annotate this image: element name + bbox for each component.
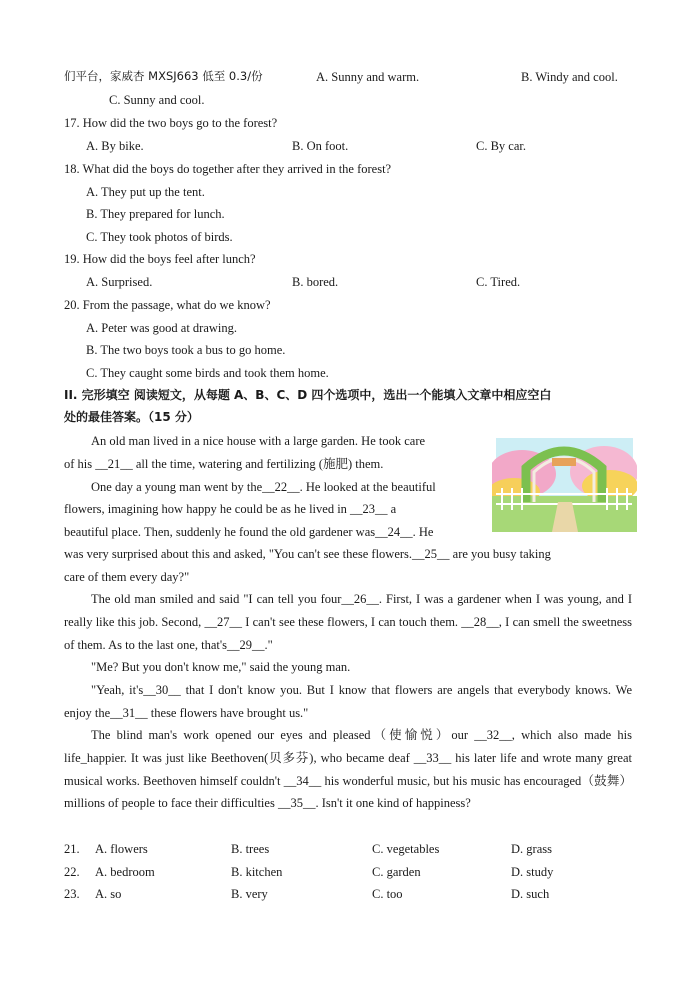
passage-p6: The blind man's work opened our eyes and pleased（使愉悦）our __32__, which also made his life_happier. It was just like Beethoven(贝多芬), who became deaf __33__ his later life and wrote many great musical works. Beethoven himself couldn't __34__ his wonderful music, but his music has encouraged（鼓舞）millions of people to face their difficulties __35__. Isn't it one kind of happiness? <box>64 728 632 811</box>
question-19: 19. How did the boys feel after lunch? <box>64 252 256 266</box>
garden-arch-illustration <box>492 434 637 532</box>
answer-21-d: D. grass <box>511 842 552 856</box>
q20-option-c: C. They caught some birds and took them home. <box>86 366 329 380</box>
q19-option-c: C. Tired. <box>476 275 521 289</box>
answer-21-a: A. flowers <box>95 842 148 856</box>
question-17: 17. How did the two boys go to the forest? <box>64 116 278 130</box>
q20-option-b: B. The two boys took a bus to go home. <box>86 343 286 357</box>
q16-option-c: C. Sunny and cool. <box>109 93 205 107</box>
answer-23-c: C. too <box>372 887 403 901</box>
answer-23-a: A. so <box>95 887 122 901</box>
q18-option-b: B. They prepared for lunch. <box>86 207 225 221</box>
q18-option-a: A. They put up the tent. <box>86 185 205 199</box>
q16-option-b: B. Windy and cool. <box>521 70 618 84</box>
q17-option-a: A. By bike. <box>86 139 144 153</box>
q18-option-c: C. They took photos of birds. <box>86 230 233 244</box>
section-heading-cont: 处的最佳答案。（15 分） <box>64 410 199 424</box>
q19-option-a: A. Surprised. <box>86 275 153 289</box>
q20-option-a: A. Peter was good at drawing. <box>86 321 238 335</box>
answer-23-d: D. such <box>511 887 550 901</box>
q17-option-c: C. By car. <box>476 139 526 153</box>
answer-number-23: 23. <box>64 887 80 901</box>
answer-22-c: C. garden <box>372 865 421 879</box>
passage-p1-line2: of his __21__ all the time, watering and fertilizing (施肥) them. <box>64 457 384 471</box>
answer-22-a: A. bedroom <box>95 865 155 879</box>
answer-number-21: 21. <box>64 842 80 856</box>
q16-option-a: A. Sunny and warm. <box>316 70 420 84</box>
passage-p3: The old man smiled and said "I can tell you four__26__. First, I was a gardener when I was young, and I really like this job. Second, __27__ I can't see these flowers, I can touch them. __28__, I can smell the sweetness of them. As to the last one, that's__29__." <box>64 592 632 652</box>
question-18: 18. What did the boys do together after they arrived in the forest? <box>64 162 392 176</box>
passage-p2-line2: flowers, imagining how happy he could be as he lived in __23__ a <box>64 502 397 516</box>
passage-p2-line5: care of them every day?" <box>64 570 190 584</box>
passage-p4: "Me? But you don't know me," said the young man. <box>91 660 351 674</box>
answer-21-b: B. trees <box>231 842 270 856</box>
answer-22-d: D. study <box>511 865 554 879</box>
q19-option-b: B. bored. <box>292 275 339 289</box>
passage-p2-line3: beautiful place. Then, suddenly he found the old gardener was__24__. He <box>64 525 434 539</box>
section-heading: II. 完形填空 阅读短文，从每题 A、B、C、D 四个选项中，选出一个能填入文章中相应空白 <box>64 388 552 402</box>
answer-number-22: 22. <box>64 865 80 879</box>
answer-23-b: B. very <box>231 887 268 901</box>
passage-p2-line1: One day a young man went by the__22__. He looked at the beautiful <box>91 480 436 494</box>
header-prefix: 们平台，家威杏 MXSJ663 低至 0.3/份 <box>64 69 263 83</box>
passage-p5: "Yeah, it's__30__ that I don't know you. But I know that flowers are angels that everybody knows. We enjoy the__31__ these flowers have brought us." <box>64 683 632 720</box>
passage-p1-line1: An old man lived in a nice house with a large garden. He took care <box>91 434 426 448</box>
q17-option-b: B. On foot. <box>292 139 349 153</box>
answer-22-b: B. kitchen <box>231 865 283 879</box>
passage-p2-line4: was very surprised about this and asked, "You can't see these flowers.__25__ are you busy taking <box>64 547 551 561</box>
answer-21-c: C. vegetables <box>372 842 440 856</box>
question-20: 20. From the passage, what do we know? <box>64 298 271 312</box>
